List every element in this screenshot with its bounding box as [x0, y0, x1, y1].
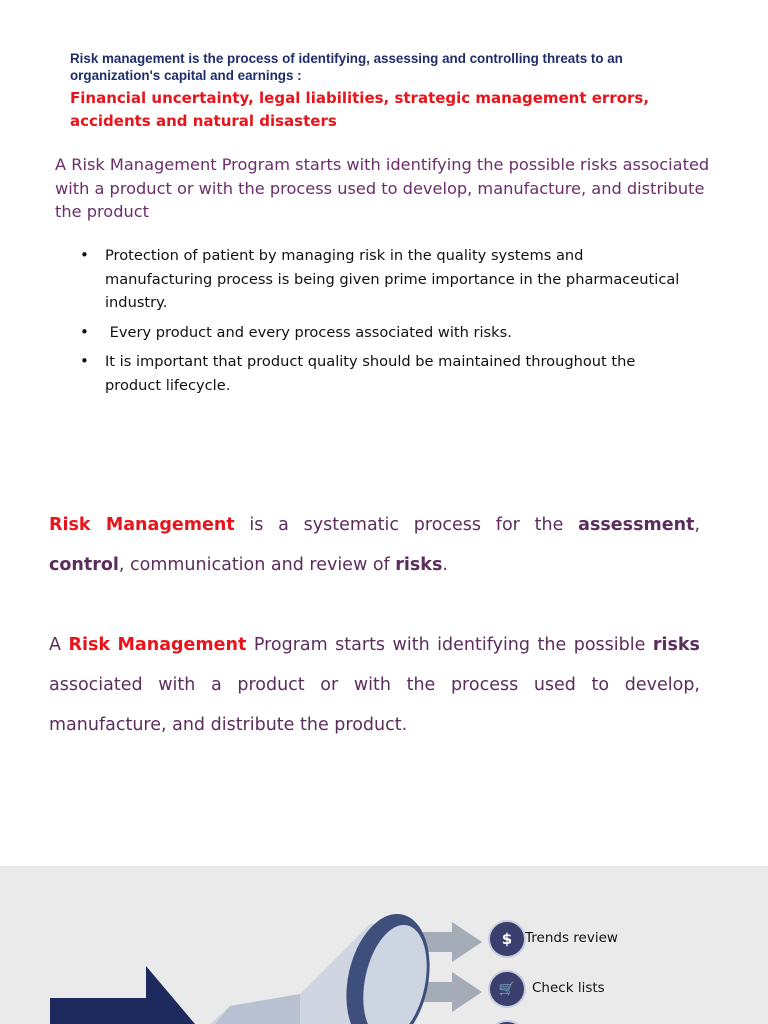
list-item: [80, 321, 680, 345]
text-span: ,: [694, 515, 701, 535]
diagram-panel: [0, 866, 768, 1024]
text-span: .: [442, 555, 448, 575]
text-span: , communication and review of: [118, 555, 396, 575]
bullet-text: Protection of patient by managing risk in the quality systems and manufacturing process is being given prime importance in the pharmaceutical industry.: [105, 247, 680, 311]
program-paragraph: A Risk Management Program starts with identifying the possible risks associated with a product or with the process used to develop, manufacture, and distribute the product: [55, 155, 710, 221]
keyword-risks: risks: [652, 635, 700, 655]
bullet-icon: •: [80, 352, 89, 370]
text-span: associated with a product or with the process used to develop, manufacture, and distribute the product.: [49, 675, 700, 735]
list-item: [80, 244, 680, 315]
bullet-list: [80, 244, 680, 403]
keyword-management: Management: [117, 635, 247, 655]
megaphone-graphic: [0, 866, 768, 1024]
bullet-icon: •: [80, 246, 89, 264]
keyword-risks: risks: [395, 555, 443, 575]
risk-examples-text: Financial uncertainty, legal liabilities, strategic management errors, accidents and natural disasters: [70, 89, 650, 130]
list-item: [80, 350, 680, 397]
check-lists-label: Check lists: [532, 980, 605, 996]
text-span: A: [49, 635, 69, 655]
dollar-icon: $: [488, 920, 526, 958]
keyword-risk: Risk: [68, 635, 111, 655]
keyword-risk-management: Risk Management: [49, 515, 235, 535]
keyword-control: control: [49, 555, 119, 575]
bullet-text: Every product and every process associated with risks.: [105, 323, 512, 341]
definition-paragraph: [49, 505, 700, 585]
program-paragraph-2: [49, 625, 700, 745]
keyword-assessment: assessment: [578, 515, 695, 535]
bullet-icon: •: [80, 322, 89, 341]
text-span: is a systematic process for the: [234, 515, 579, 535]
megaphone-body: [215, 994, 300, 1024]
text-span: Program starts with identifying the possible: [246, 635, 653, 655]
cart-icon: 🛒: [488, 970, 526, 1008]
intro-definition-text: Risk management is the process of identifying, assessing and controlling threats to an organization's capital and earnings :: [70, 51, 623, 83]
bullet-text: It is important that product quality should be maintained throughout the product lifecycle.: [105, 353, 636, 394]
trends-review-label: Trends review: [525, 930, 618, 946]
arrow-shape: [50, 966, 195, 1024]
